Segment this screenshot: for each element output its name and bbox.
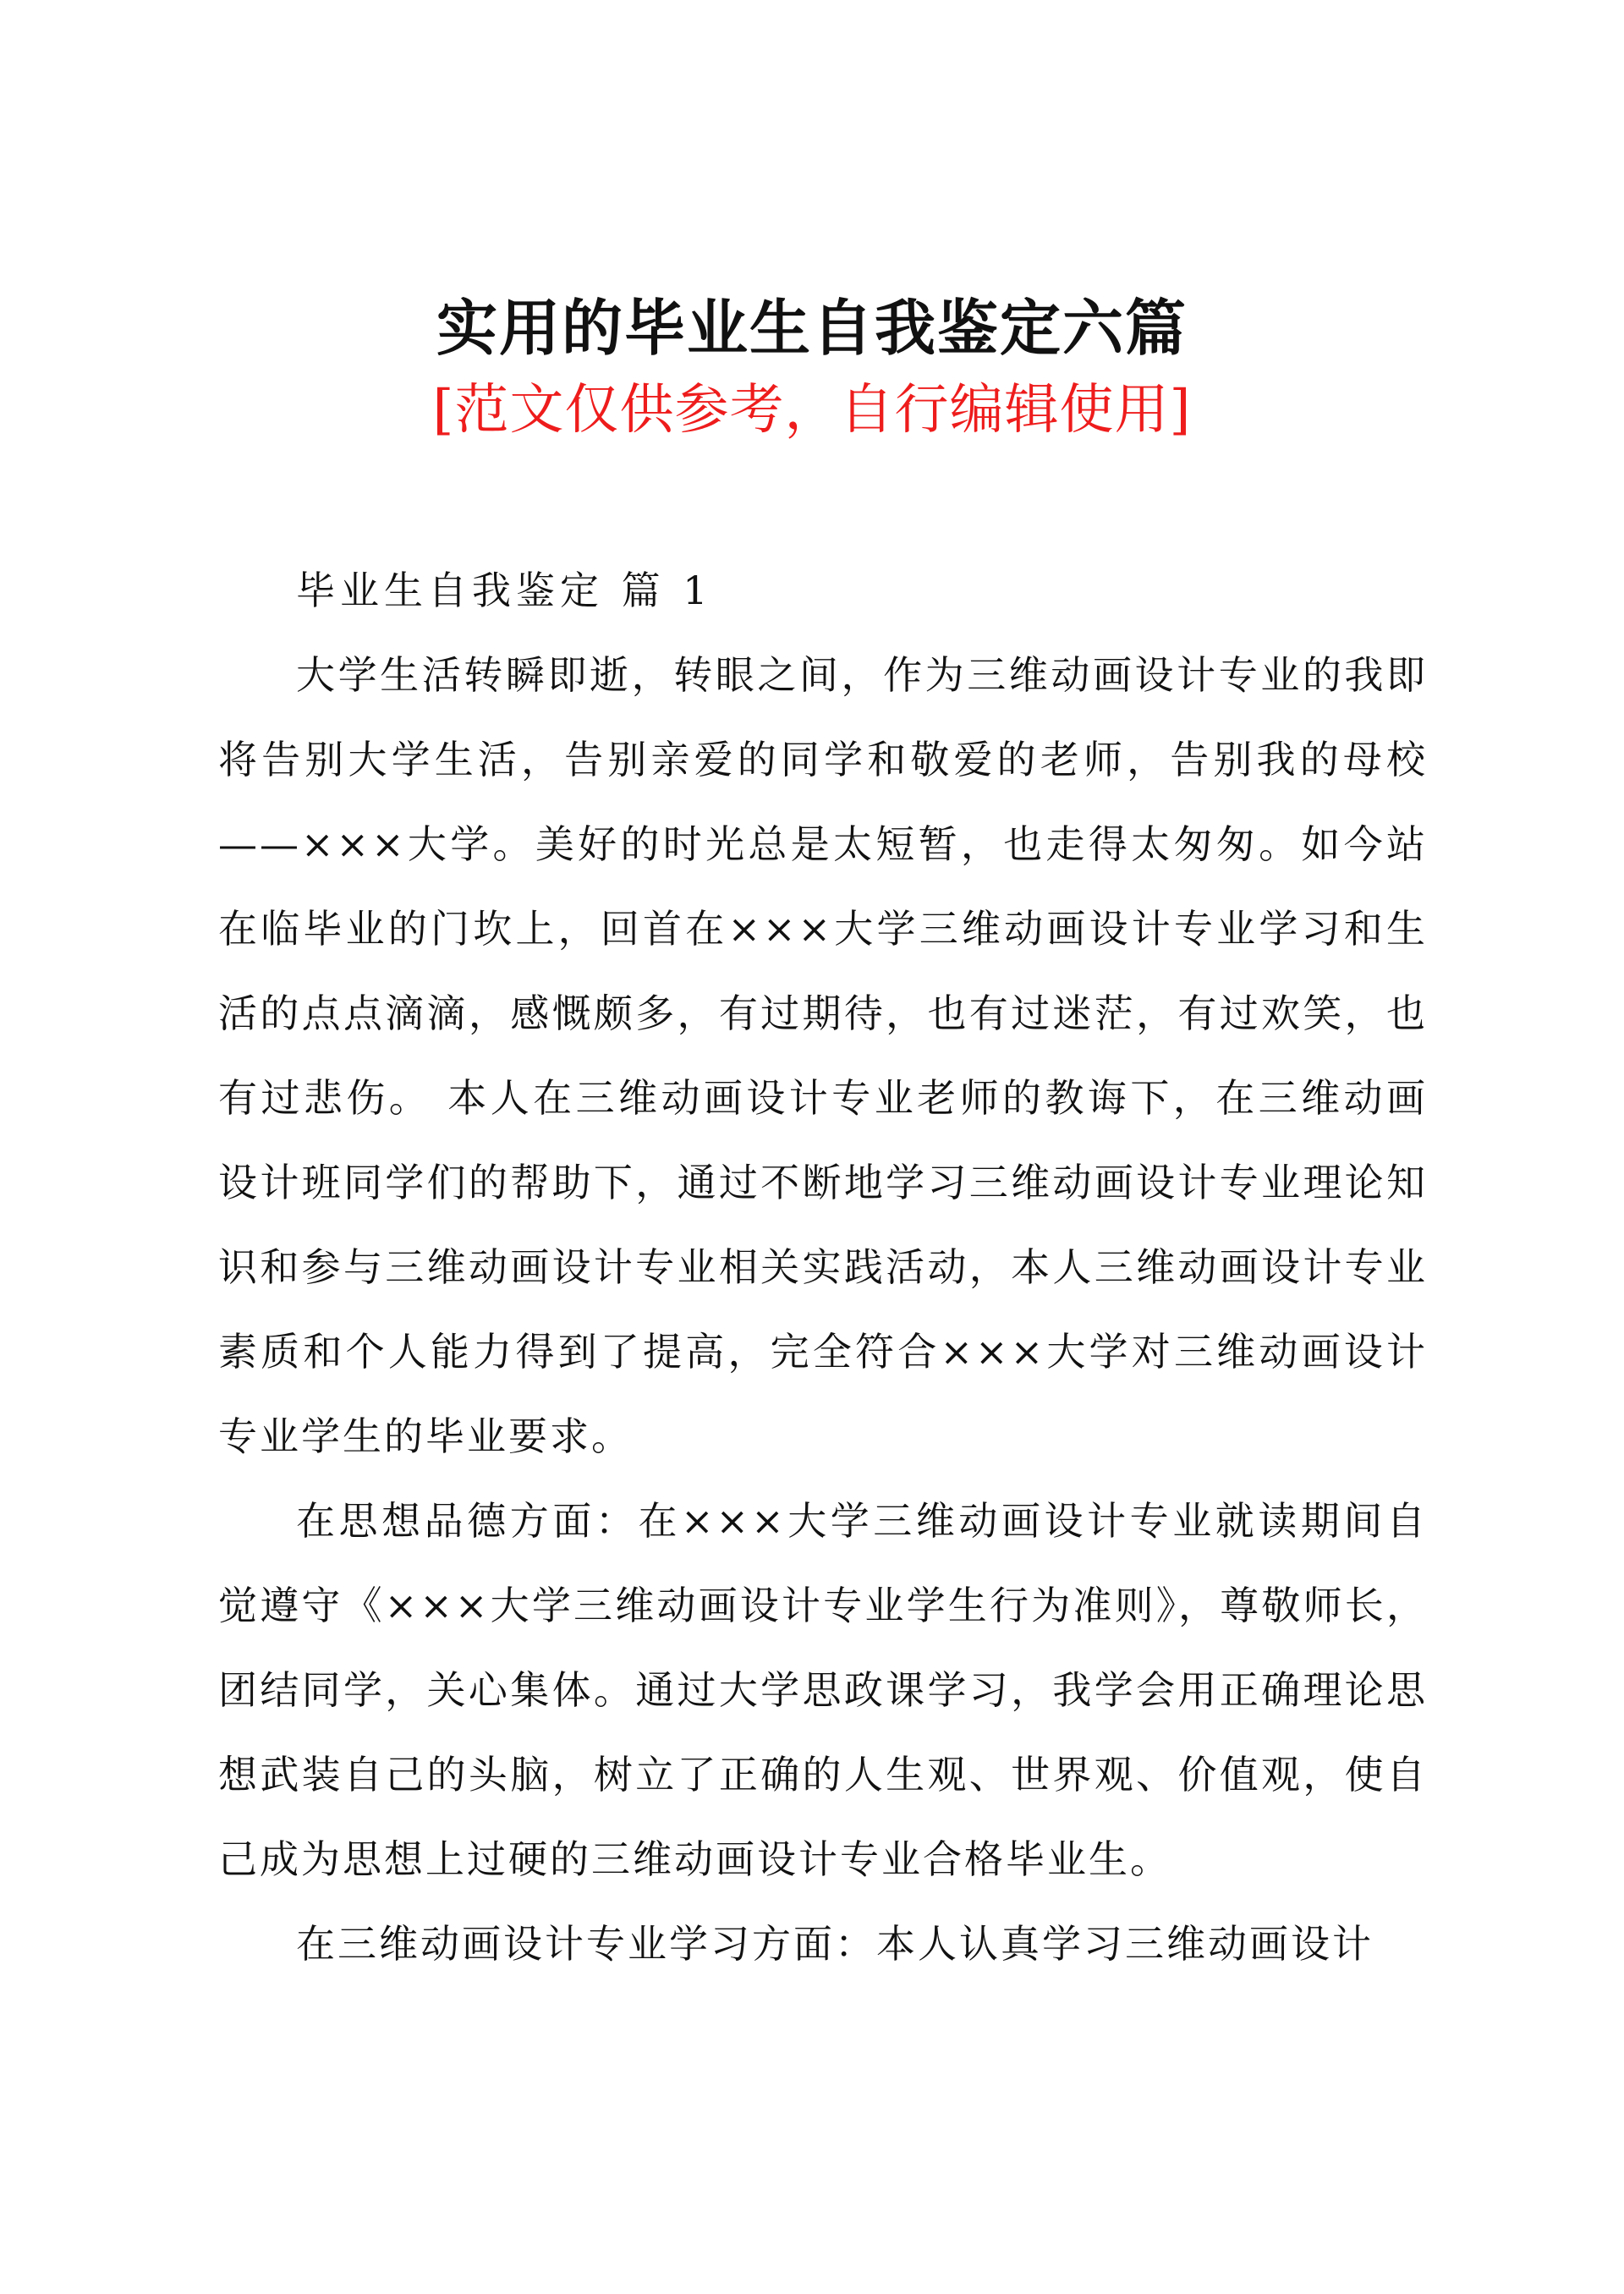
body-paragraph: 在思想品德方面：在×××大学三维动画设计专业就读期间自觉遵守《×××大学三维动画设计专业学生行为准则》，尊敬师长，团结同学，关心集体。通过大学思政课学习，我学会用正确理论思想武装自己的头脑，树立了正确的人生观、世界观、价值观，使自己成为思想上过硬的三维动画设计专业合格毕业生。 [218,1498,1428,1882]
body-paragraph: 大学生活转瞬即逝，转眼之间，作为三维动画设计专业的我即将告别大学生活，告别亲爱的同学和敬爱的老师，告别我的母校——×××大学。美好的时光总是太短暂，也走得太匆匆。如今站在临毕业的门坎上，回首在×××大学三维动画设计专业学习和生活的点点滴滴，感慨颇多，有过期待，也有过迷茫，有过欢笑，也有过悲伤。 本人在三维动画设计专业老师的教诲下，在三维动画设计班同学们的帮助下，通过不断地学习三维动画设计专业理论知识和参与三维动画设计专业相关实践活动，本人三维动画设计专业素质和个人能力得到了提高，完全符合×××大学对三维动画设计专业学生的毕业要求。 [218,652,1428,1459]
document-body [218,548,1428,1986]
section-heading: 毕业生自我鉴定 篇 1 [296,568,713,613]
document-title: 实用的毕业生自我鉴定六篇 [436,292,1188,364]
body-paragraph: 在三维动画设计专业学习方面：本人认真学习三维动画设计 [296,1921,1374,1967]
document-subtitle: [范文仅供参考，自行编辑使用] [432,379,1192,442]
